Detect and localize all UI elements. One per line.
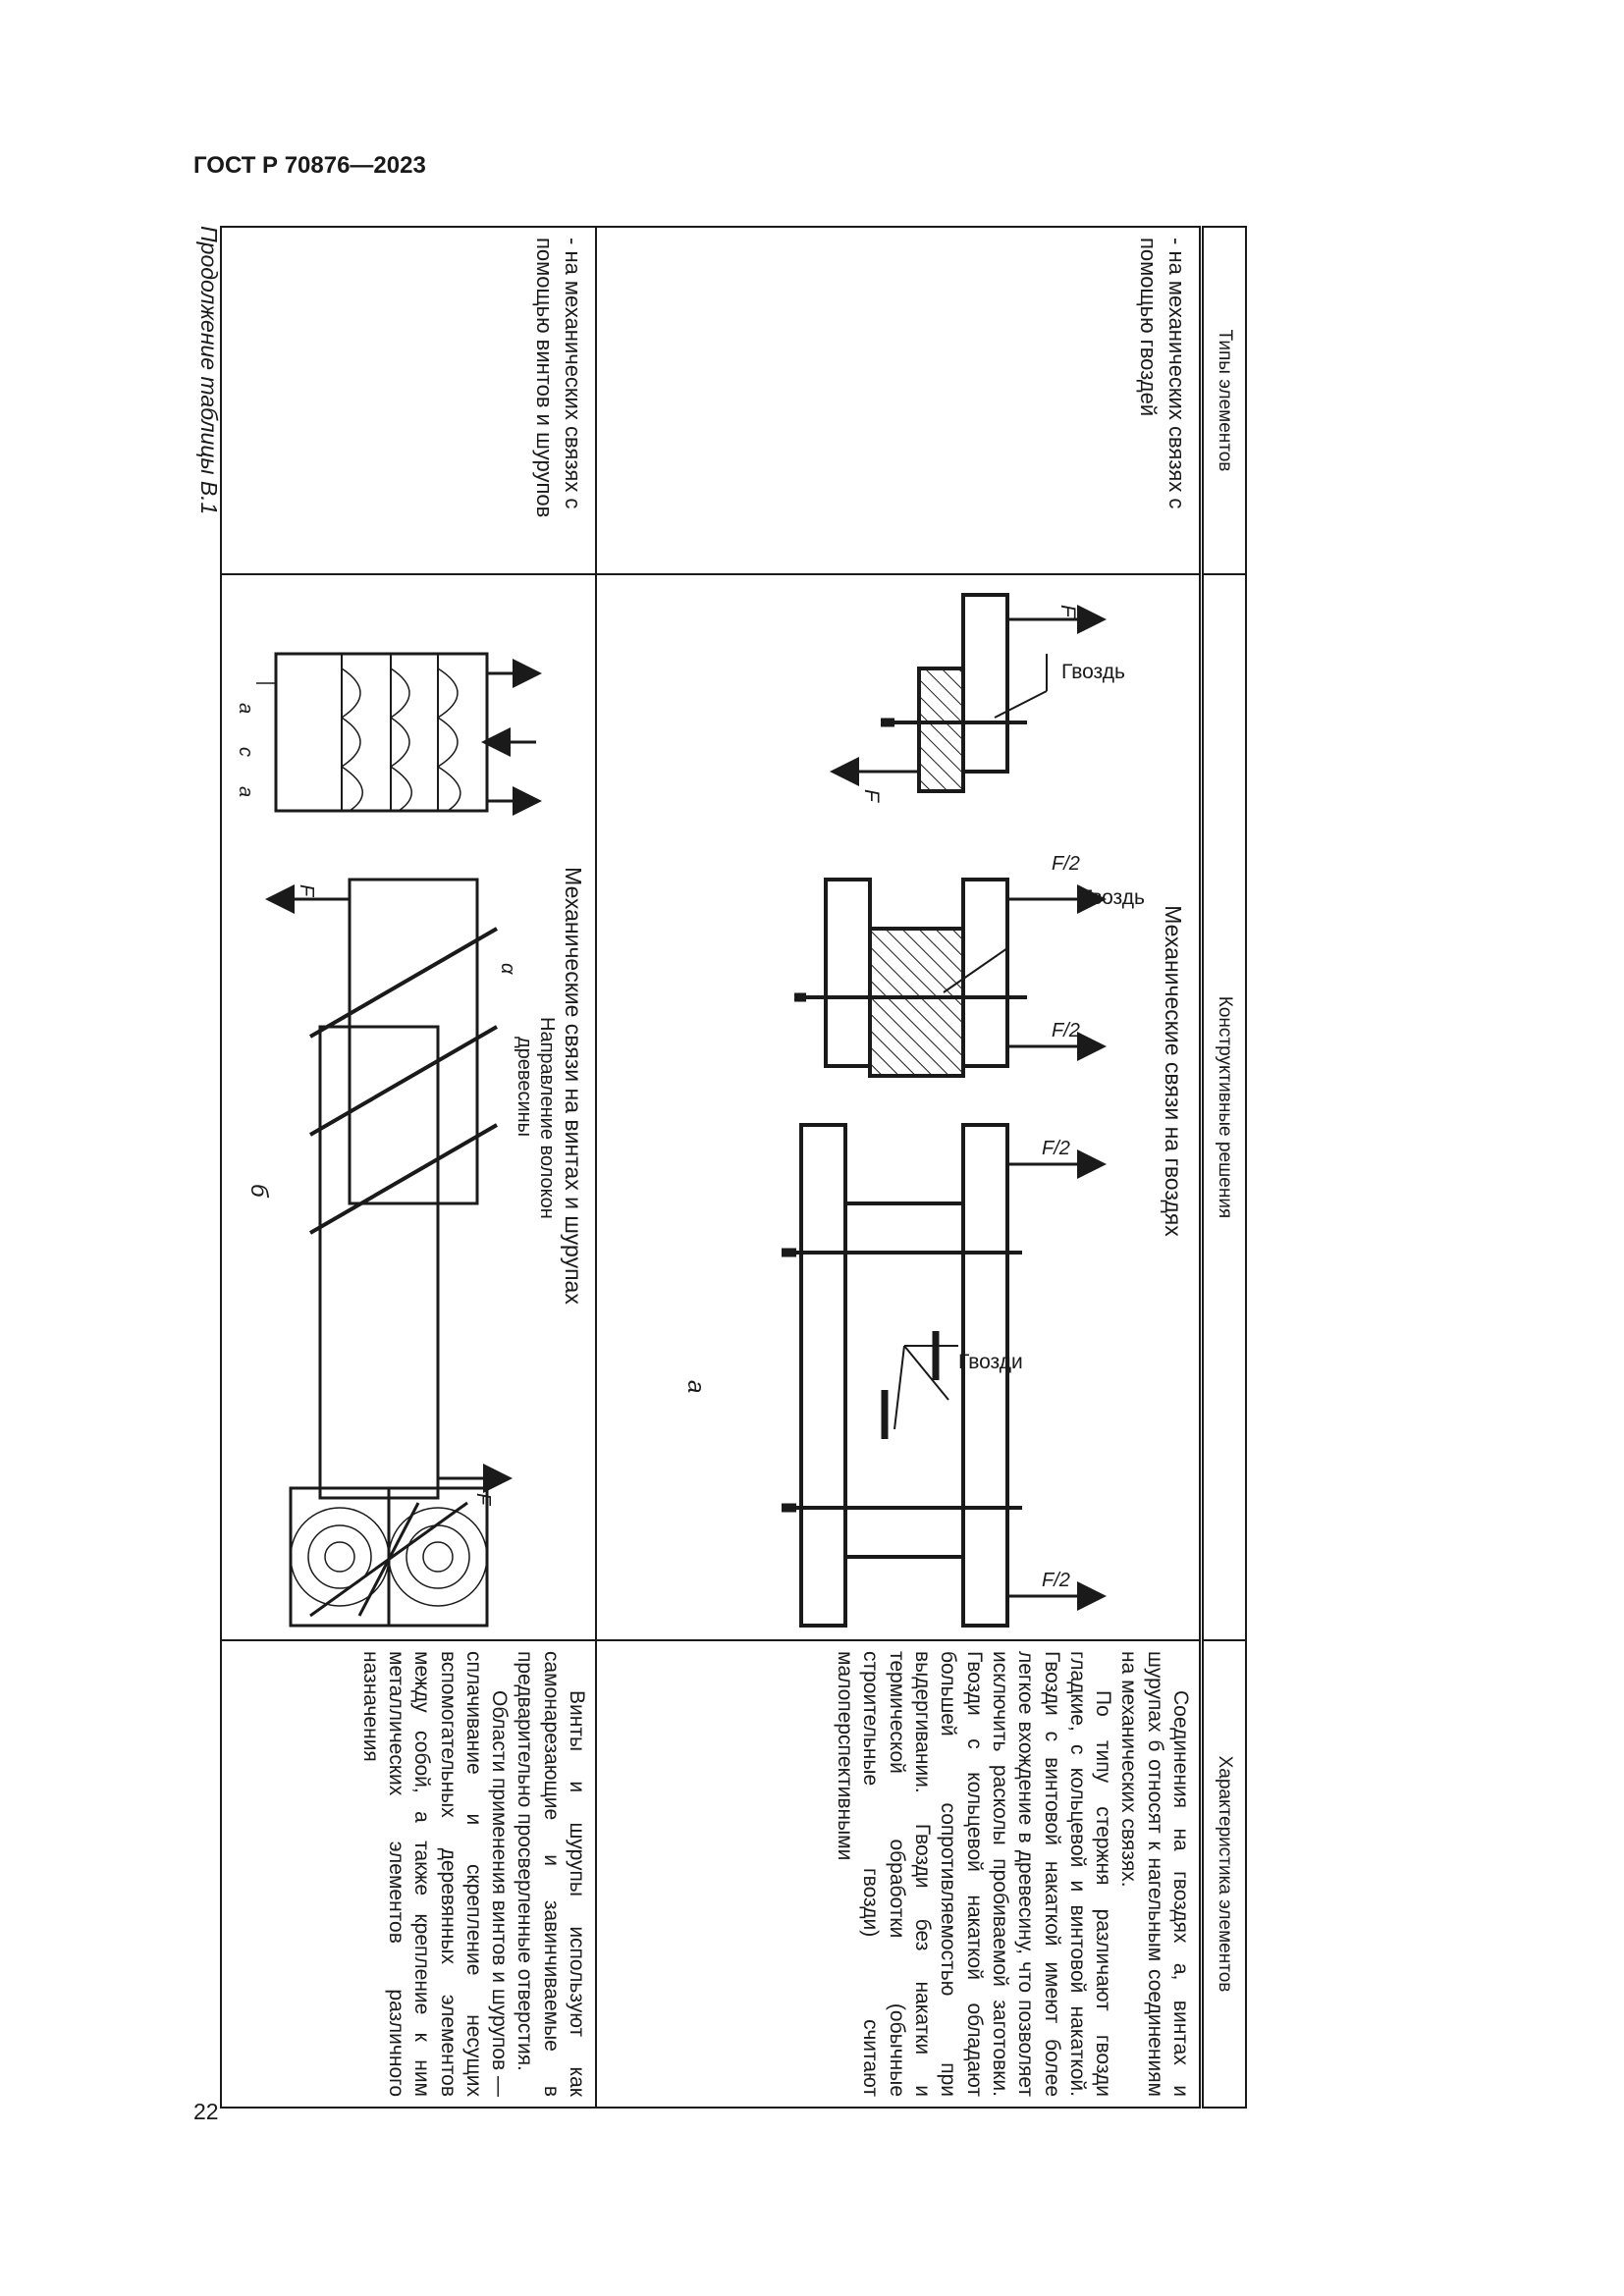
- row1-description: [596, 1640, 1202, 2108]
- angle-alpha: α: [497, 963, 518, 975]
- label-nail-1: Гвоздь: [1061, 661, 1125, 683]
- dim-c: c: [235, 747, 256, 757]
- figure-a-title: Механические связи на гвоздях: [1161, 905, 1186, 1237]
- table-header-row: [1202, 227, 1247, 2108]
- force-f-1: F: [1056, 605, 1079, 617]
- screw-joints-figure: [222, 575, 595, 1641]
- table-b1: [220, 226, 1247, 2109]
- figure-letter-b: б: [245, 1184, 272, 1198]
- header-types: Типы элементов: [1202, 227, 1247, 574]
- joint-single-shear: [836, 595, 1125, 803]
- row1-desc-p2: По типу стержня различают гвозди гладкие, с кольцевой и винтовой накаткой. Гвозди с винтовой накаткой имеют более легкое вхождение в древесину, что позволяет исключить расколы пробиваемой заготовки. Гвозди с кольцевой накаткой обладают большей сопротивляемостью при выдергивании. Гвозди без накатки и термической обработки (обычные строительные гвозди) считают малоперспективными: [834, 1651, 1115, 2097]
- row2-desc-p2: Области применения винтов и шурупов — сплачивание и скрепление несущих вспомогательных деревянных элементов между собой, а также крепление к ним металлических элементов различного назначения: [358, 1651, 512, 2097]
- row2-figure-cell: [221, 574, 596, 1640]
- table-row: [221, 227, 596, 2108]
- row2-description: [221, 1640, 596, 2108]
- header-solutions: Конструктивные решения: [1202, 574, 1247, 1640]
- page-number: 22: [193, 2099, 219, 2124]
- end-grain-view: [291, 1488, 487, 1626]
- figure-letter-a: а: [682, 1380, 709, 1394]
- plank-stack: [235, 654, 536, 811]
- force-f-2: F: [860, 789, 883, 802]
- force-f-screw-1: F: [296, 884, 317, 897]
- force-f-screw-2: F: [472, 1493, 494, 1506]
- rotated-table-block: [196, 226, 1247, 2107]
- joint-double-shear: [794, 853, 1145, 1125]
- row1-figure-cell: [596, 574, 1202, 1640]
- grain-label-2: древесины: [514, 1037, 535, 1138]
- joint-multi-nails: [682, 1125, 1101, 1626]
- nail-joints-figure: [597, 575, 1199, 1641]
- table-row: [596, 227, 1202, 2108]
- header-characteristics: Характеристика элементов: [1202, 1640, 1247, 2108]
- standard-header: ГОСТ Р 70876—2023: [193, 152, 426, 179]
- label-nail-2: Гвоздь: [1081, 886, 1145, 909]
- force-half-1: F/2: [1052, 853, 1080, 875]
- row2-type: - на механических связях с помощью винтов и шурупов: [221, 227, 596, 574]
- dim-a-2: a: [235, 786, 256, 798]
- figure-b-title: Механические связи на винтах и шурупах: [561, 867, 586, 1305]
- row1-type: - на механических связях с помощью гвоздей: [596, 227, 1202, 574]
- grain-label-1: Направление волокон: [536, 1017, 558, 1219]
- row2-desc-p1: Винты и шурупы используют как самонарезающие и завинчиваемые в предварительно просверленные отверстия.: [514, 1651, 588, 2097]
- force-half-3: F/2: [1042, 1138, 1070, 1159]
- row1-desc-p1: Соединения на гвоздях а, винтах и шурупах б относят к нагельным соединениям на механических связях.: [1117, 1651, 1192, 2097]
- label-nails: Гвозди: [958, 1351, 1023, 1373]
- inclined-screws: [245, 880, 558, 1507]
- table-caption: Продолжение таблицы В.1: [196, 226, 222, 515]
- force-half-4: F/2: [1042, 1570, 1070, 1591]
- dim-a-1: a: [235, 703, 256, 715]
- force-half-2: F/2: [1052, 1020, 1080, 1041]
